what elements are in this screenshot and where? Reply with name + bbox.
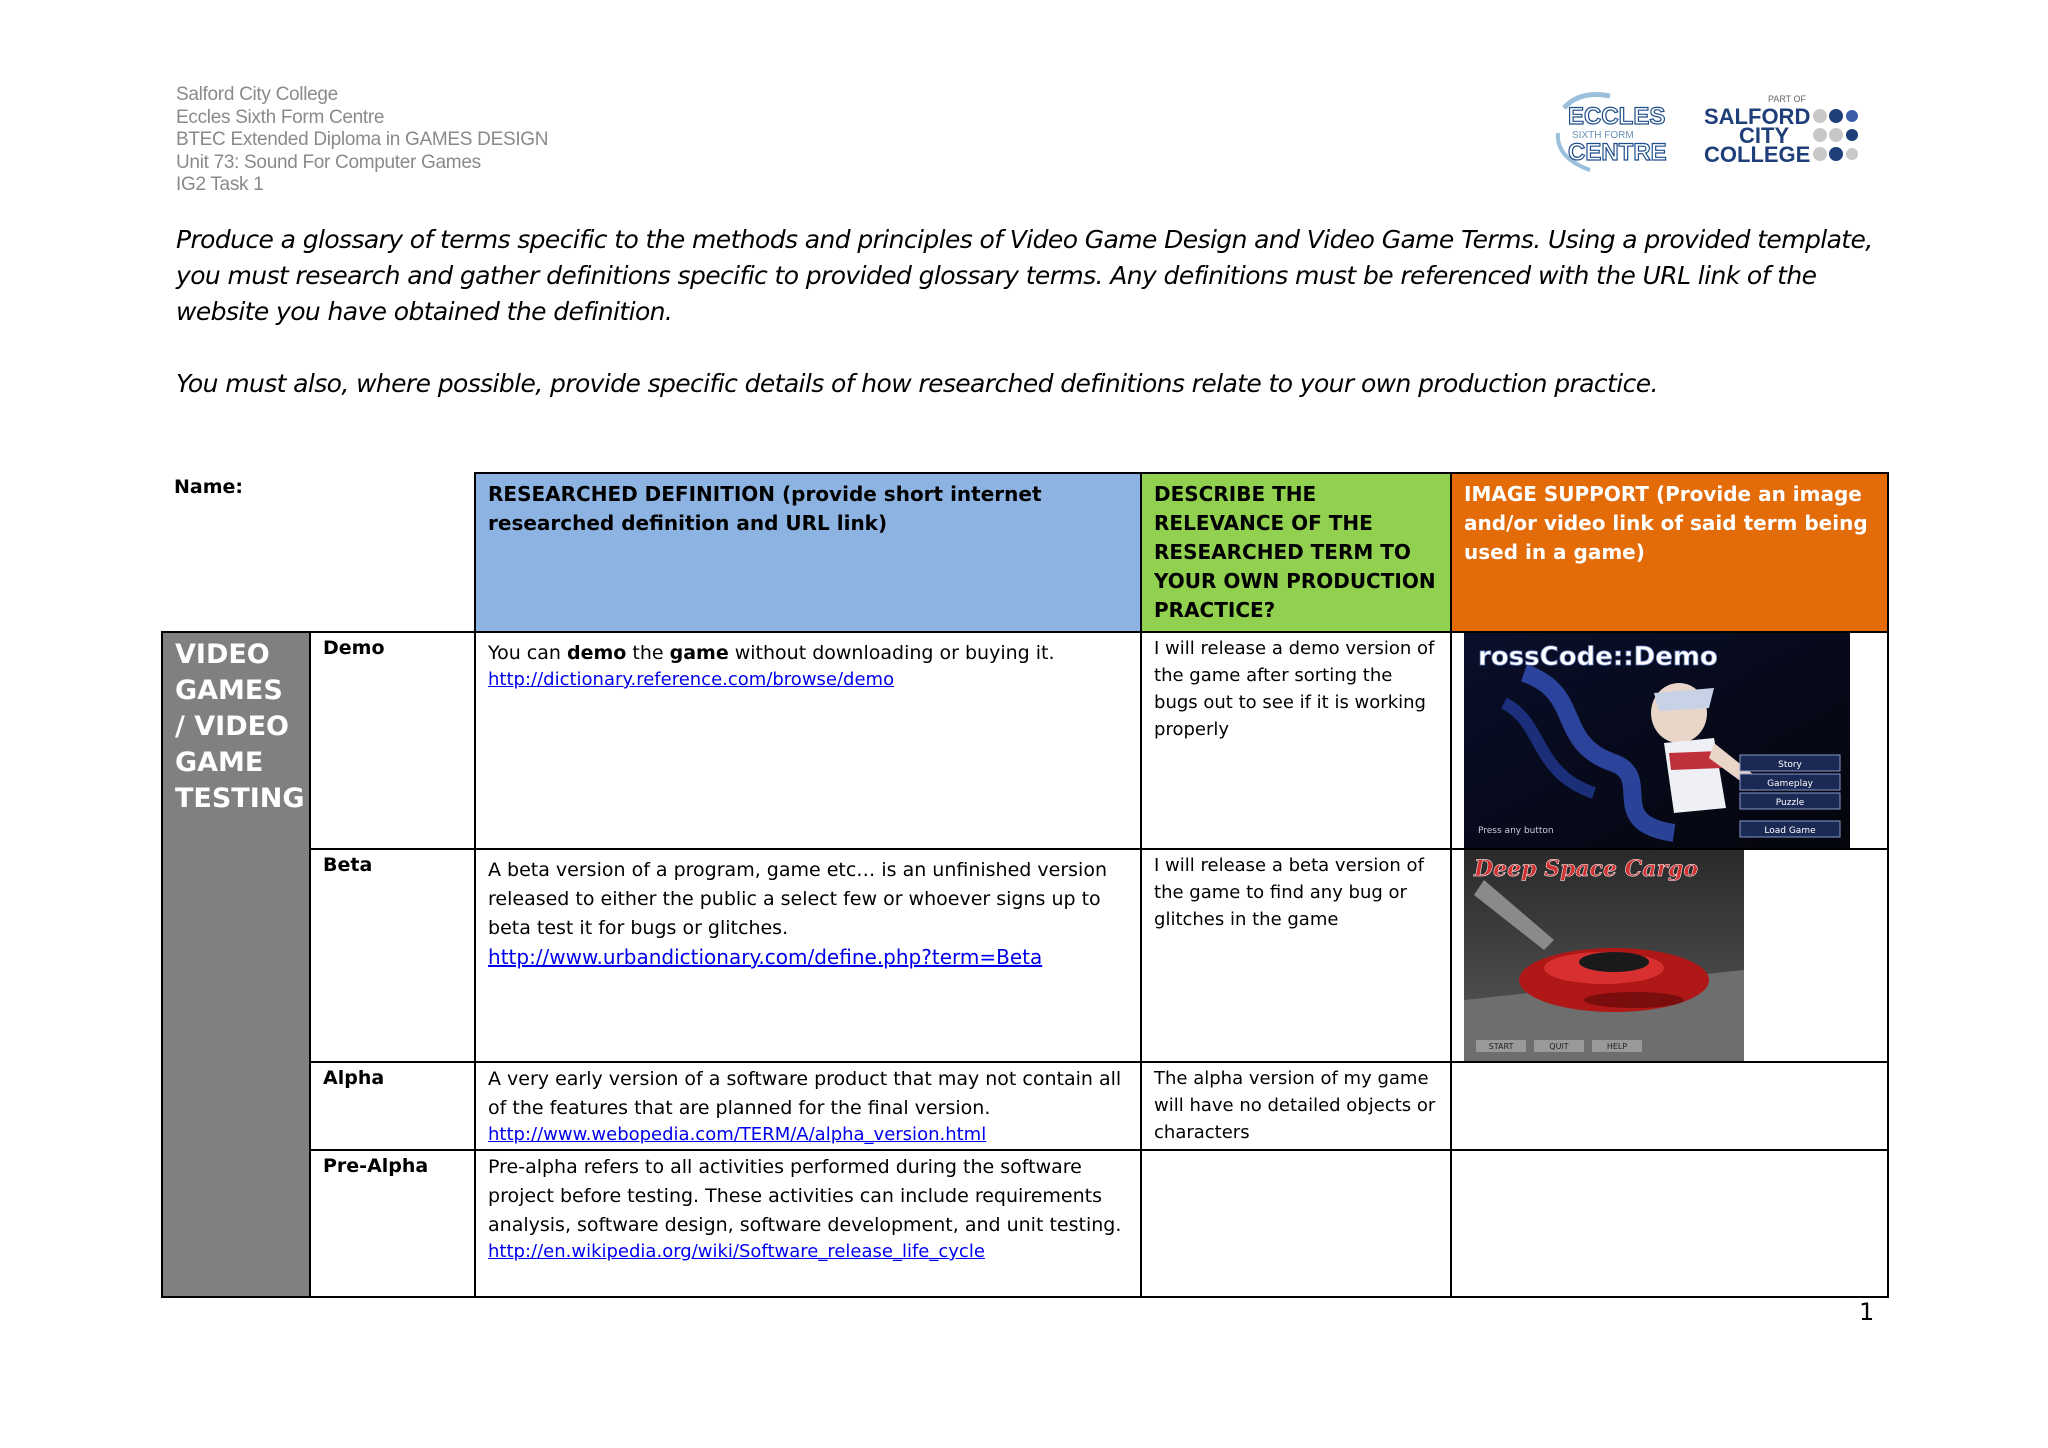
definition-url-link[interactable]: http://www.webopedia.com/TERM/A/alpha_version.html — [488, 1124, 987, 1145]
eccles-logo-word3: CENTRE — [1568, 139, 1667, 166]
menu-puzzle: Puzzle — [1775, 798, 1805, 808]
button-help: HELP — [1606, 1042, 1628, 1051]
header-line: IG2 Task 1 — [176, 174, 264, 195]
eccles-logo — [1550, 88, 1860, 178]
term-cell: Beta — [310, 849, 475, 1062]
definition-url-link[interactable]: http://en.wikipedia.org/wiki/Software_release_life_cycle — [488, 1241, 985, 1262]
document-header — [176, 84, 548, 197]
definition-cell — [475, 632, 1141, 849]
glossary-table — [161, 472, 1889, 1298]
definition-text: A very early version of a software product that may not contain all of the features that are planned for the final version. — [488, 1068, 1122, 1119]
salford-logo-part: PART OF — [1768, 94, 1807, 104]
relevance-cell: The alpha version of my game will have no detailed objects or characters — [1141, 1062, 1451, 1150]
menu-gameplay: Gameplay — [1767, 779, 1813, 789]
intro-paragraph: Produce a glossary of terms specific to the methods and principles of Video Game Design and Video Game Terms. Using a provided template, you must research and gather definitions specific to provided glossary terms. Any definitions must be referenced with the URL link of the website you have obtained the definition. — [176, 225, 1873, 326]
salford-logo-word1: SALFORD — [1704, 104, 1811, 129]
definition-url-link[interactable]: http://www.urbandictionary.com/define.php?term=Beta — [488, 945, 1043, 969]
menu-load-game: Load Game — [1764, 826, 1816, 836]
definition-cell — [475, 849, 1141, 1062]
table-row — [162, 849, 1888, 1062]
image-cell — [1451, 1062, 1888, 1150]
eccles-logo-word2: SIXTH FORM — [1572, 130, 1634, 141]
salford-logo-word3: COLLEGE — [1704, 142, 1811, 167]
definition-text: You can demo the game without downloading or buying it. — [488, 642, 1055, 664]
category-cell: VIDEO GAMES / VIDEO GAME TESTING — [162, 632, 310, 1297]
deep-space-cargo-title: Deep Space Cargo — [1474, 856, 1699, 882]
image-cell — [1451, 632, 1888, 849]
crosscode-logo-text: rossCode::Demo — [1478, 642, 1718, 672]
definition-cell — [475, 1062, 1141, 1150]
button-quit: QUIT — [1549, 1042, 1569, 1051]
press-button-prompt: Press any button — [1478, 826, 1554, 836]
salford-logo-word2: CITY — [1739, 123, 1790, 148]
header-line: Salford City College — [176, 84, 338, 105]
definition-text: Pre-alpha refers to all activities performed during the software project before testing. These activities can include requirements analysis, software design, software development, and unit testing. — [488, 1156, 1122, 1236]
table-header-row — [162, 473, 1888, 632]
task-instructions — [176, 222, 1896, 402]
deep-space-cargo-screenshot — [1464, 850, 1744, 1061]
header-line: Unit 73: Sound For Computer Games — [176, 151, 481, 173]
table-row — [162, 632, 1888, 849]
definition-column-header: RESEARCHED DEFINITION (provide short internet researched definition and URL link) — [475, 473, 1141, 632]
crosscode-demo-screenshot — [1464, 633, 1850, 848]
definition-cell — [475, 1150, 1141, 1297]
term-cell: Pre-Alpha — [310, 1150, 475, 1297]
eccles-logo-word1: ECCLES — [1568, 103, 1666, 130]
header-line: BTEC Extended Diploma in GAMES DESIGN — [176, 129, 549, 150]
button-start: START — [1488, 1042, 1514, 1051]
image-cell — [1451, 1150, 1888, 1297]
name-label: Name: — [174, 476, 244, 498]
menu-story: Story — [1778, 760, 1802, 770]
page-number: 1 — [1859, 1298, 1875, 1326]
definition-url-link[interactable]: http://dictionary.reference.com/browse/demo — [488, 669, 895, 690]
header-line: Eccles Sixth Form Centre — [176, 106, 385, 128]
relevance-cell — [1141, 1150, 1451, 1297]
table-row — [162, 1150, 1888, 1297]
relevance-cell: I will release a demo version of the game after sorting the bugs out to see if it is working properly — [1141, 632, 1451, 849]
image-column-header: IMAGE SUPPORT (Provide an image and/or video link of said term being used in a game) — [1451, 473, 1888, 632]
term-cell: Alpha — [310, 1062, 475, 1150]
intro-paragraph: You must also, where possible, provide specific details of how researched definitions relate to your own production practice. — [176, 369, 1658, 398]
college-logos — [1550, 88, 1860, 178]
image-cell — [1451, 849, 1888, 1062]
relevance-column-header: DESCRIBE THE RELEVANCE OF THE RESEARCHED TERM TO YOUR OWN PRODUCTION PRACTICE? — [1141, 473, 1451, 632]
definition-text: A beta version of a program, game etc… is an unfinished version released to either the public a select few or whoever signs up to beta test it for bugs or glitches. — [488, 859, 1107, 939]
term-cell: Demo — [310, 632, 475, 849]
relevance-cell: I will release a beta version of the game to find any bug or glitches in the game — [1141, 849, 1451, 1062]
table-row — [162, 1062, 1888, 1150]
